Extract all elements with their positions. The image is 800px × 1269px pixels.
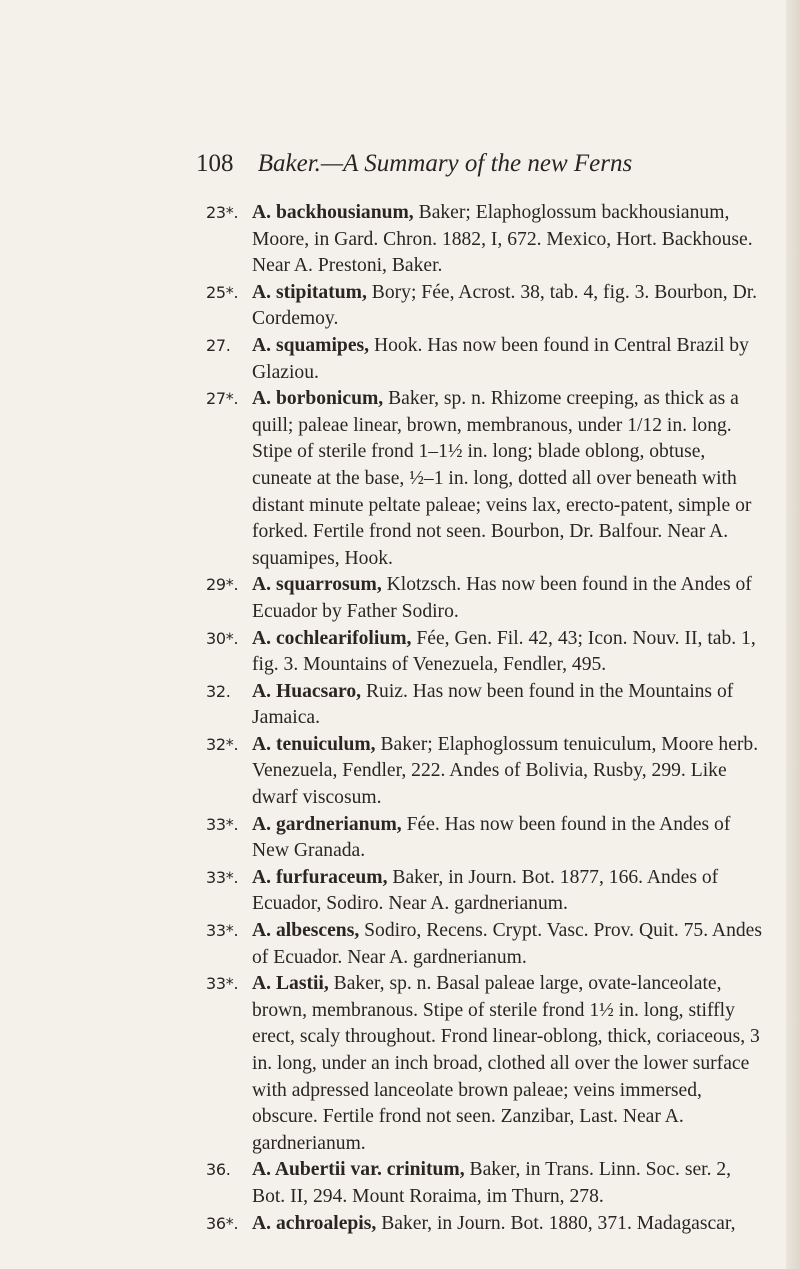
entry-text: Fée, Gen. Fil. 42, 43; Icon. Nouv. II, tab. 1, fig. 3. Mountains of Venezuela, Fendler, 495. <box>252 627 756 676</box>
species-entry <box>208 971 764 1157</box>
species-name: A. squarrosum, <box>252 574 382 596</box>
species-list <box>208 200 764 1237</box>
entry-number: 33*. <box>206 974 239 994</box>
entry-text: Baker; Elaphoglossum backhousianum, Moore, in Gard. Chron. 1882, I, 672. Mexico, Hort. Backhouse. Near A. Prestoni, Baker. <box>252 202 753 277</box>
species-entry <box>208 572 764 625</box>
species-entry <box>208 626 764 679</box>
species-entry <box>208 812 764 865</box>
species-entry <box>208 386 764 572</box>
species-entry <box>208 200 764 280</box>
entry-number: 33*. <box>206 867 239 887</box>
species-entry <box>208 333 764 386</box>
species-name: A. squamipes, <box>252 334 370 356</box>
entry-number: 23*. <box>206 203 239 222</box>
species-entry <box>208 918 764 971</box>
entry-text: Baker, in Trans. Linn. Soc. ser. 2, Bot. II, 294. Mount Roraima, im Thurn, 278. <box>252 1159 732 1207</box>
entry-number: 33*. <box>206 814 239 834</box>
entry-text: Bory; Fée, Acrost. 38, tab. 4, fig. 3. Bourbon, Dr. Cordemoy. <box>252 281 758 330</box>
entry-number: 32*. <box>206 734 239 754</box>
entry-number: 30*. <box>206 628 239 648</box>
entry-number: 36. <box>206 1160 231 1180</box>
species-name: A. stipitatum, <box>252 281 367 303</box>
species-name: A. backhousianum, <box>252 202 414 223</box>
species-name: A. gardnerianum, <box>252 813 402 835</box>
entry-number: 25*. <box>206 282 239 302</box>
species-name: A. Aubertii var. crinitum, <box>252 1159 465 1181</box>
entry-number: 27*. <box>206 389 239 409</box>
page-edge-shadow <box>786 0 800 1269</box>
entry-text: Hook. Has now been found in Central Brazil by Glaziou. <box>252 334 749 383</box>
running-title: Baker.—A Summary of the new Ferns <box>257 150 633 177</box>
entry-text: Baker, sp. n. Rhizome creeping, as thick as a quill; paleae linear, brown, membranous, under 1/12 in. long. Stipe of sterile frond 1–1½ in. long; blade oblong, obtuse, cuneate at the base, ½–1 in. long, dotted all over beneath with distant minute peltate paleae; veins lax, erecto-patent, simple or forked. Fertile frond not seen. Bourbon, Dr. Balfour. Near A. squamipes, Hook. <box>252 388 752 569</box>
entry-text: Ruiz. Has now been found in the Mountains of Jamaica. <box>252 680 734 729</box>
entry-number: 27. <box>206 335 231 355</box>
entry-number: 29*. <box>206 575 239 595</box>
species-name: A. achroalepis, <box>252 1212 377 1234</box>
entry-number: 32. <box>206 681 231 701</box>
entry-text: Baker, in Journ. Bot. 1877, 166. Andes of Ecuador, Sodiro. Near A. gardnerianum. <box>252 866 719 915</box>
species-name: A. albescens, <box>252 920 360 942</box>
species-name: A. Lastii, <box>252 973 329 995</box>
entry-text: Baker, sp. n. Basal paleae large, ovate-lanceolate, brown, membranous. Stipe of sterile frond 1½ in. long, stiffly erect, scaly throughout. Frond linear-oblong, thick, coriaceous, 3 in. long, under an inch broad, clothed all over the lower surface with adpressed lanceolate brown paleae; veins immersed, obscure. Fertile frond not seen. Zanzibar, Last. Near A. gardnerianum. <box>252 973 760 1154</box>
species-name: A. Huacsaro, <box>252 680 362 702</box>
page-number: 108 <box>196 150 234 177</box>
species-entry <box>208 732 764 812</box>
species-entry <box>208 679 764 732</box>
species-name: A. furfuraceum, <box>252 866 388 888</box>
species-entry <box>208 1211 764 1238</box>
species-entry <box>208 865 764 918</box>
species-name: A. cochlearifolium, <box>252 627 412 649</box>
species-name: A. borbonicum, <box>252 388 384 410</box>
entry-text: Klotzsch. Has now been found in the Andes of Ecuador by Father Sodiro. <box>252 574 752 622</box>
entry-number: 33*. <box>206 921 239 941</box>
entry-text: Fée. Has now been found in the Andes of New Granada. <box>252 813 731 862</box>
species-entry <box>208 1157 764 1210</box>
entry-text: Baker; Elaphoglossum tenuiculum, Moore herb. Venezuela, Fendler, 222. Andes of Bolivia, Rusby, 299. Like dwarf viscosum. <box>252 733 759 809</box>
page-header <box>196 150 632 178</box>
entry-text: Baker, in Journ. Bot. 1880, 371. Madagascar, <box>381 1212 736 1234</box>
species-entry <box>208 280 764 333</box>
species-name: A. tenuiculum, <box>252 733 376 755</box>
entry-number: 36*. <box>206 1213 239 1233</box>
entry-text: Sodiro, Recens. Crypt. Vasc. Prov. Quit. 75. Andes of Ecuador. Near A. gardnerianum. <box>252 920 762 968</box>
